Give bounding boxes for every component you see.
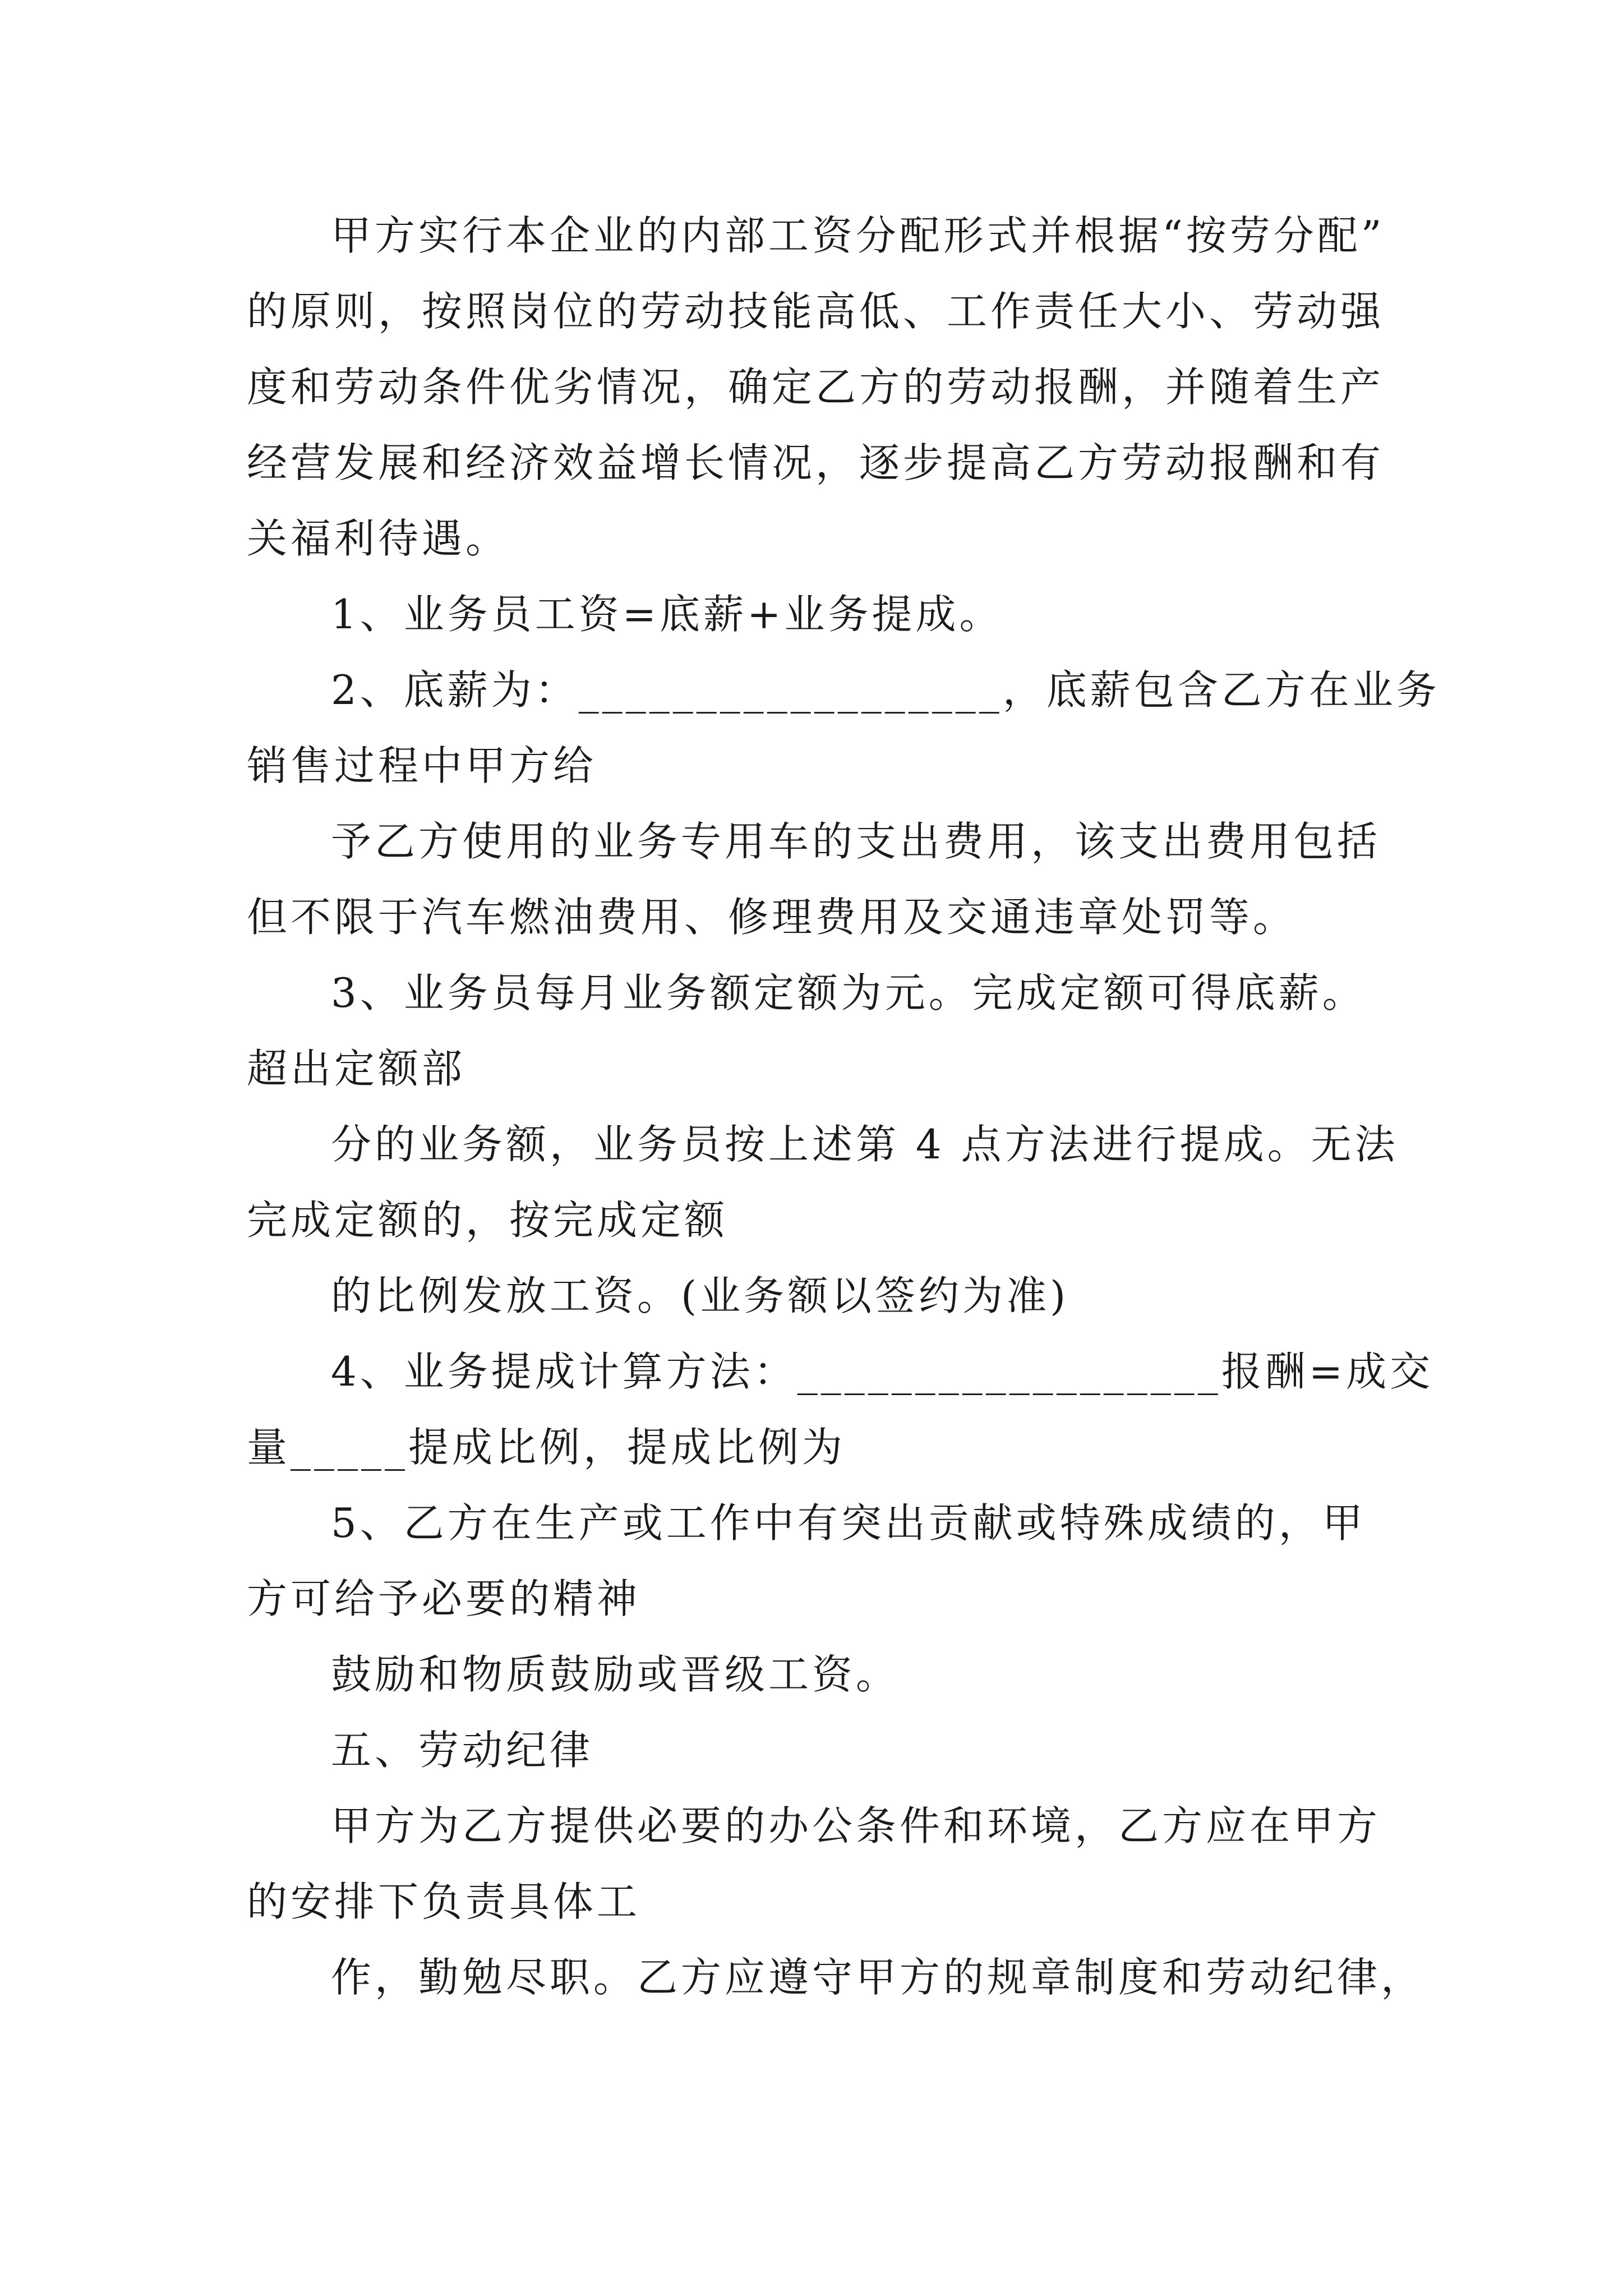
- paragraph-line: 3、业务员每月业务额定额为元。完成定额可得底薪。: [331, 969, 1366, 1016]
- paragraph-line: 作，勤勉尽职。乙方应遵守甲方的规章制度和劳动纪律，: [331, 1954, 1425, 2001]
- paragraph-line: 的安排下负责具体工: [247, 1878, 641, 1925]
- paragraph-line: 超出定额部: [247, 1045, 466, 1092]
- paragraph-line: 关福利待遇。: [247, 515, 510, 562]
- paragraph-line: 5、乙方在生产或工作中有突出贡献或特殊成绩的，甲: [331, 1499, 1366, 1547]
- paragraph-line: 2、底薪为：__________________，底薪包含乙方在业务: [331, 666, 1440, 714]
- paragraph-line: 销售过程中甲方给: [247, 742, 597, 789]
- paragraph-line: 完成定额的，按完成定额: [247, 1197, 728, 1244]
- paragraph-line: 1、业务员工资=底薪+业务提成。: [331, 591, 1003, 638]
- paragraph-line: 4、业务提成计算方法：__________________报酬=成交: [331, 1348, 1434, 1395]
- paragraph-line: 甲方实行本企业的内部工资分配形式并根据“按劳分配”: [331, 212, 1385, 259]
- paragraph-line: 度和劳动条件优劣情况，确定乙方的劳动报酬，并随着生产: [247, 364, 1385, 411]
- paragraph-line: 鼓励和物质鼓励或晋级工资。: [331, 1651, 900, 1698]
- paragraph-line: 甲方为乙方提供必要的办公条件和环境，乙方应在甲方: [331, 1802, 1381, 1849]
- section-heading: 五、劳动纪律: [331, 1727, 594, 1774]
- paragraph-line: 的原则，按照岗位的劳动技能高低、工作责任大小、劳动强: [247, 288, 1385, 335]
- paragraph-line: 但不限于汽车燃油费用、修理费用及交通违章处罚等。: [247, 894, 1297, 941]
- paragraph-line: 予乙方使用的业务专用车的支出费用，该支出费用包括: [331, 818, 1381, 865]
- paragraph-line: 的比例发放工资。(业务额以签约为准): [331, 1272, 1069, 1319]
- paragraph-line: 经营发展和经济效益增长情况，逐步提高乙方劳动报酬和有: [247, 439, 1385, 486]
- paragraph-line: 方可给予必要的精神: [247, 1575, 641, 1622]
- paragraph-line: 量_____提成比例，提成比例为: [247, 1424, 846, 1471]
- paragraph-line: 分的业务额，业务员按上述第 4 点方法进行提成。无法: [331, 1121, 1399, 1168]
